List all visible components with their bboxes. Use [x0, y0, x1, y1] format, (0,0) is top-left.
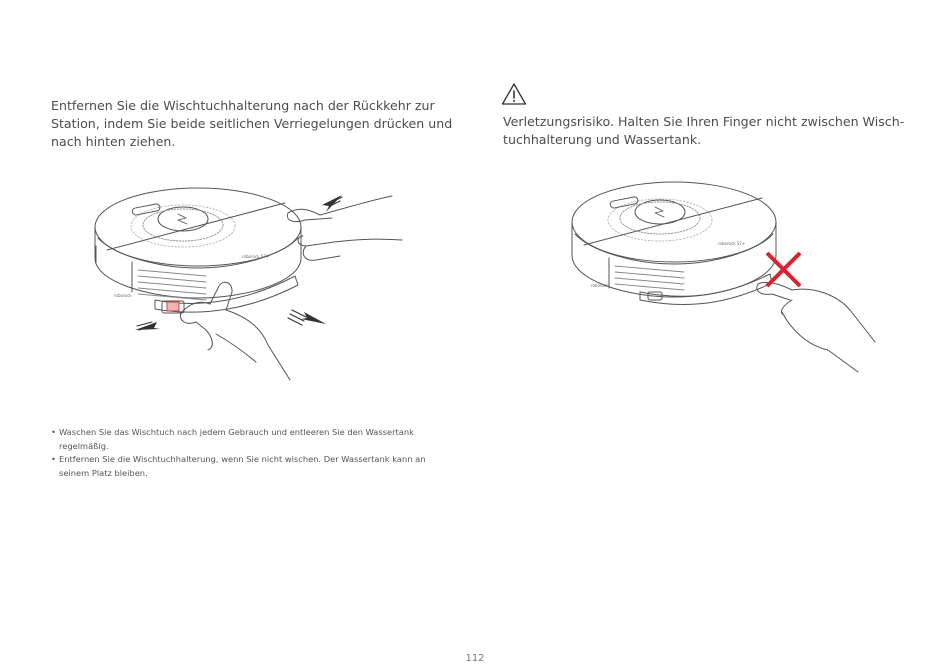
warning-line: tuchhalterung und Wassertank.	[503, 132, 702, 147]
model-label: roborock S7+	[718, 241, 746, 246]
note-item	[51, 453, 471, 480]
note-line: Entfernen Sie die Wischtuchhalterung, wenn Sie nicht wischen. Der Wassertank kann an	[59, 454, 426, 464]
instruction-line: Entfernen Sie die Wischtuchhalterung nach der Rückkehr zur	[51, 98, 435, 113]
page-number: 112	[465, 653, 485, 664]
robot-illustration-left	[95, 188, 402, 380]
instruction-line: nach hinten ziehen.	[51, 134, 176, 149]
note-line: seinem Platz bleiben.	[59, 467, 148, 478]
robot-illustration-right	[572, 182, 875, 372]
instruction-line: Station, indem Sie beide seitlichen Verriegelungen drücken und	[51, 116, 453, 131]
note-line: Waschen Sie das Wischtuch nach jedem Gebrauch und entleeren Sie den Wassertank	[59, 427, 414, 437]
model-label: roborock S7+	[242, 254, 270, 259]
prohibited-x-icon	[767, 253, 800, 286]
note-line: regelmäßig.	[59, 440, 109, 451]
brand-label: roborock	[114, 293, 132, 298]
notes-list	[51, 426, 471, 480]
brand-label: roborock	[591, 283, 609, 288]
note-item	[51, 426, 471, 453]
warning-line: Verletzungsrisiko. Halten Sie Ihren Finger nicht zwischen Wisch-	[503, 114, 905, 129]
bullet: •	[51, 454, 56, 464]
bullet: •	[51, 427, 56, 437]
